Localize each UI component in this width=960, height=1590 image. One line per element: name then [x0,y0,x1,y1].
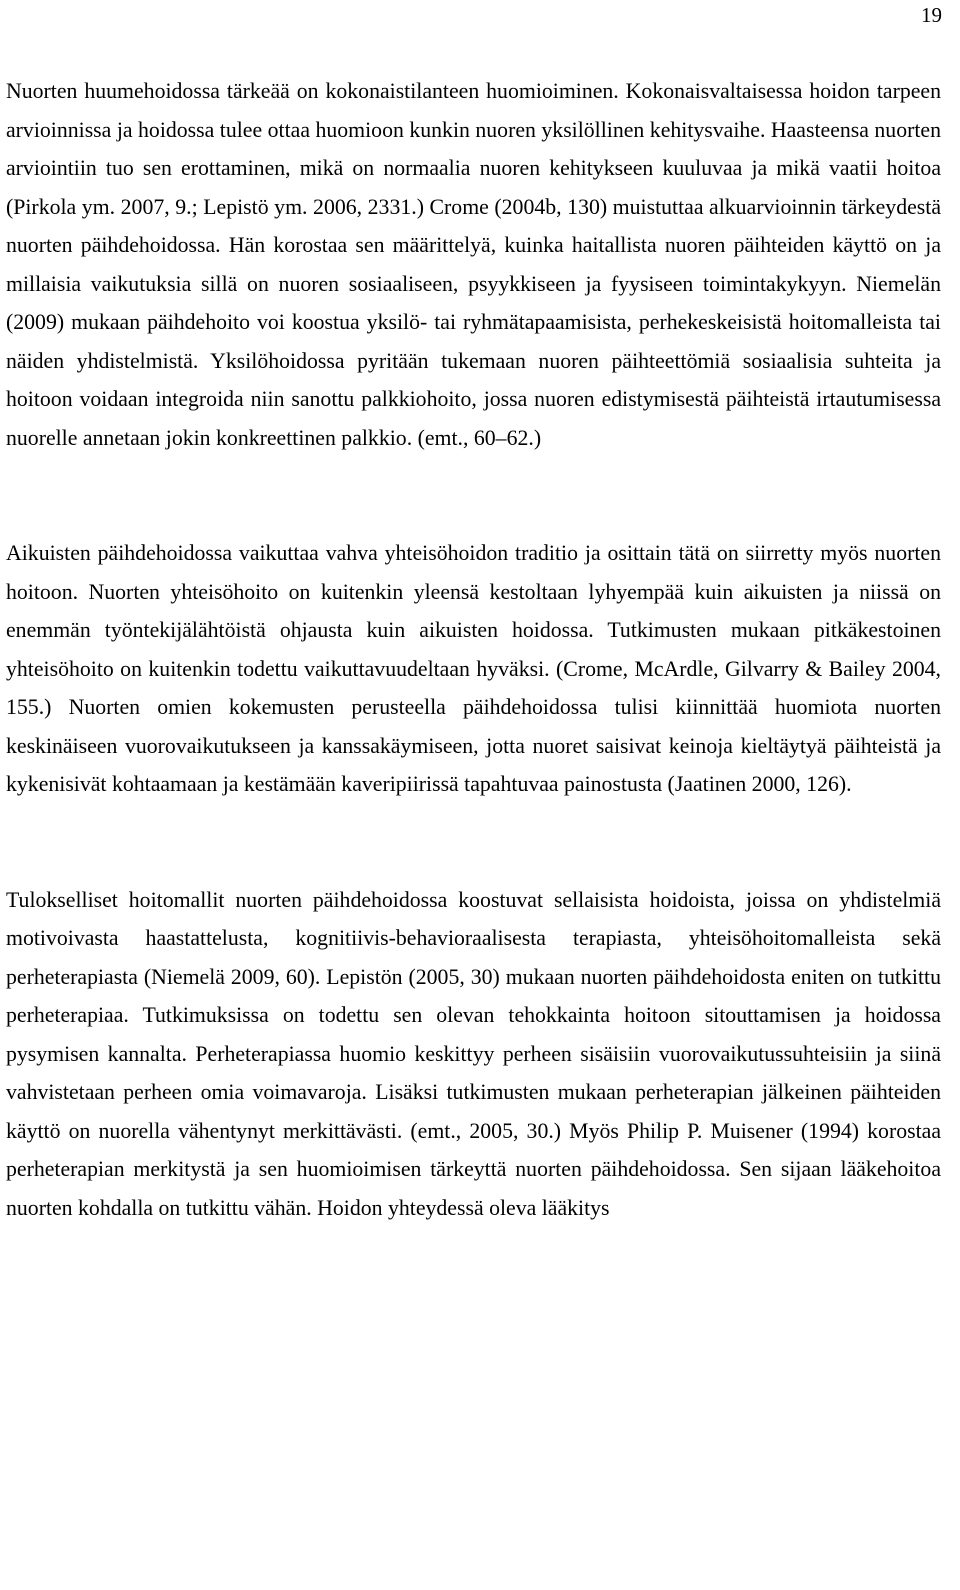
paragraph-3: Tulokselliset hoitomallit nuorten päihdehoidossa koostuvat sellaisista hoidoista, joissa on yhdistelmiä motivoivasta haastattelusta, kognitiivis-behavioraalisesta terapiasta, yhteisöhoitomalleista sekä perheterapiasta (Niemelä 2009, 60). Lepistön (2005, 30) mukaan nuorten päihdehoidosta eniten on tutkittu perheterapiaa. Tutkimuksissa on todettu sen olevan tehokkainta hoitoon sitouttamisen ja hoidossa pysymisen kannalta. Perheterapiassa huomio keskittyy perheen sisäisiin vuorovaikutussuhteisiin ja siinä vahvistetaan perheen omia voimavaroja. Lisäksi tutkimusten mukaan perheterapian jälkeinen päihteiden käyttö on nuorella vähentynyt merkittävästi. (emt., 2005, 30.) Myös Philip P. Muisener (1994) korostaa perheterapian merkitystä ja sen huomioimisen tärkeyttä nuorten päihdehoidossa. Sen sijaan lääkehoitoa nuorten kohdalla on tutkittu vähän. Hoidon yhteydessä oleva lääkitys [6,887,941,1220]
paragraph-1: Nuorten huumehoidossa tärkeää on kokonaistilanteen huomioiminen. Kokonaisvaltaisessa hoidon tarpeen arvioinnissa ja hoidossa tulee ottaa huomioon kunkin nuoren yksilöllinen kehitysvaihe. Haasteensa nuorten arviointiin tuo sen erottaminen, mikä on normaalia nuoren kehitykseen kuuluvaa ja mikä vaatii hoitoa (Pirkola ym. 2007, 9.; Lepistö ym. 2006, 2331.) Crome (2004b, 130) muistuttaa alkuarvioinnin tärkeydestä nuorten päihdehoidossa. Hän korostaa sen määrittelyä, kuinka haitallista nuoren päihteiden käyttö on ja millaisia vaikutuksia sillä on nuoren sosiaaliseen, psyykkiseen ja fyysiseen toimintakykyyn. Niemelän (2009) mukaan päihdehoito voi koostua yksilö- tai ryhmätapaamisista, perhekeskeisistä hoitomalleista tai näiden yhdistelmistä. Yksilöhoidossa pyritään tukemaan nuoren päihteettömiä sosiaalisia suhteita ja hoitoon voidaan integroida niin sanottu palkkiohoito, jossa nuoren edistymisestä päihteistä irtautumisessa nuorelle annetaan jokin konkreettinen palkkio. (emt., 60–62.) [6,79,941,450]
page-number: 19 [921,3,942,27]
paragraph-2: Aikuisten päihdehoidossa vaikuttaa vahva yhteisöhoidon traditio ja osittain tätä on siirretty myös nuorten hoitoon. Nuorten yhteisöhoito on kuitenkin yleensä kestoltaan lyhyempää kuin aikuisten ja niissä on enemmän työntekijälähtöistä ohjausta kuin aikuisten hoidossa. Tutkimusten mukaan pitkäkestoinen yhteisöhoito on kuitenkin todettu vaikuttavuudeltaan hyväksi. (Crome, McArdle, Gilvarry & Bailey 2004, 155.) Nuorten omien kokemusten perusteella päihdehoidossa tulisi kiinnittää huomiota nuorten keskinäiseen vuorovaikutukseen ja kanssakäymiseen, jotta nuoret saisivat keinoja kieltäytyä päihteistä ja kykenisivät kohtaamaan ja kestämään kaveripiirissä tapahtuvaa painostusta (Jaatinen 2000, 126). [6,541,941,796]
document-body [6,72,941,1227]
